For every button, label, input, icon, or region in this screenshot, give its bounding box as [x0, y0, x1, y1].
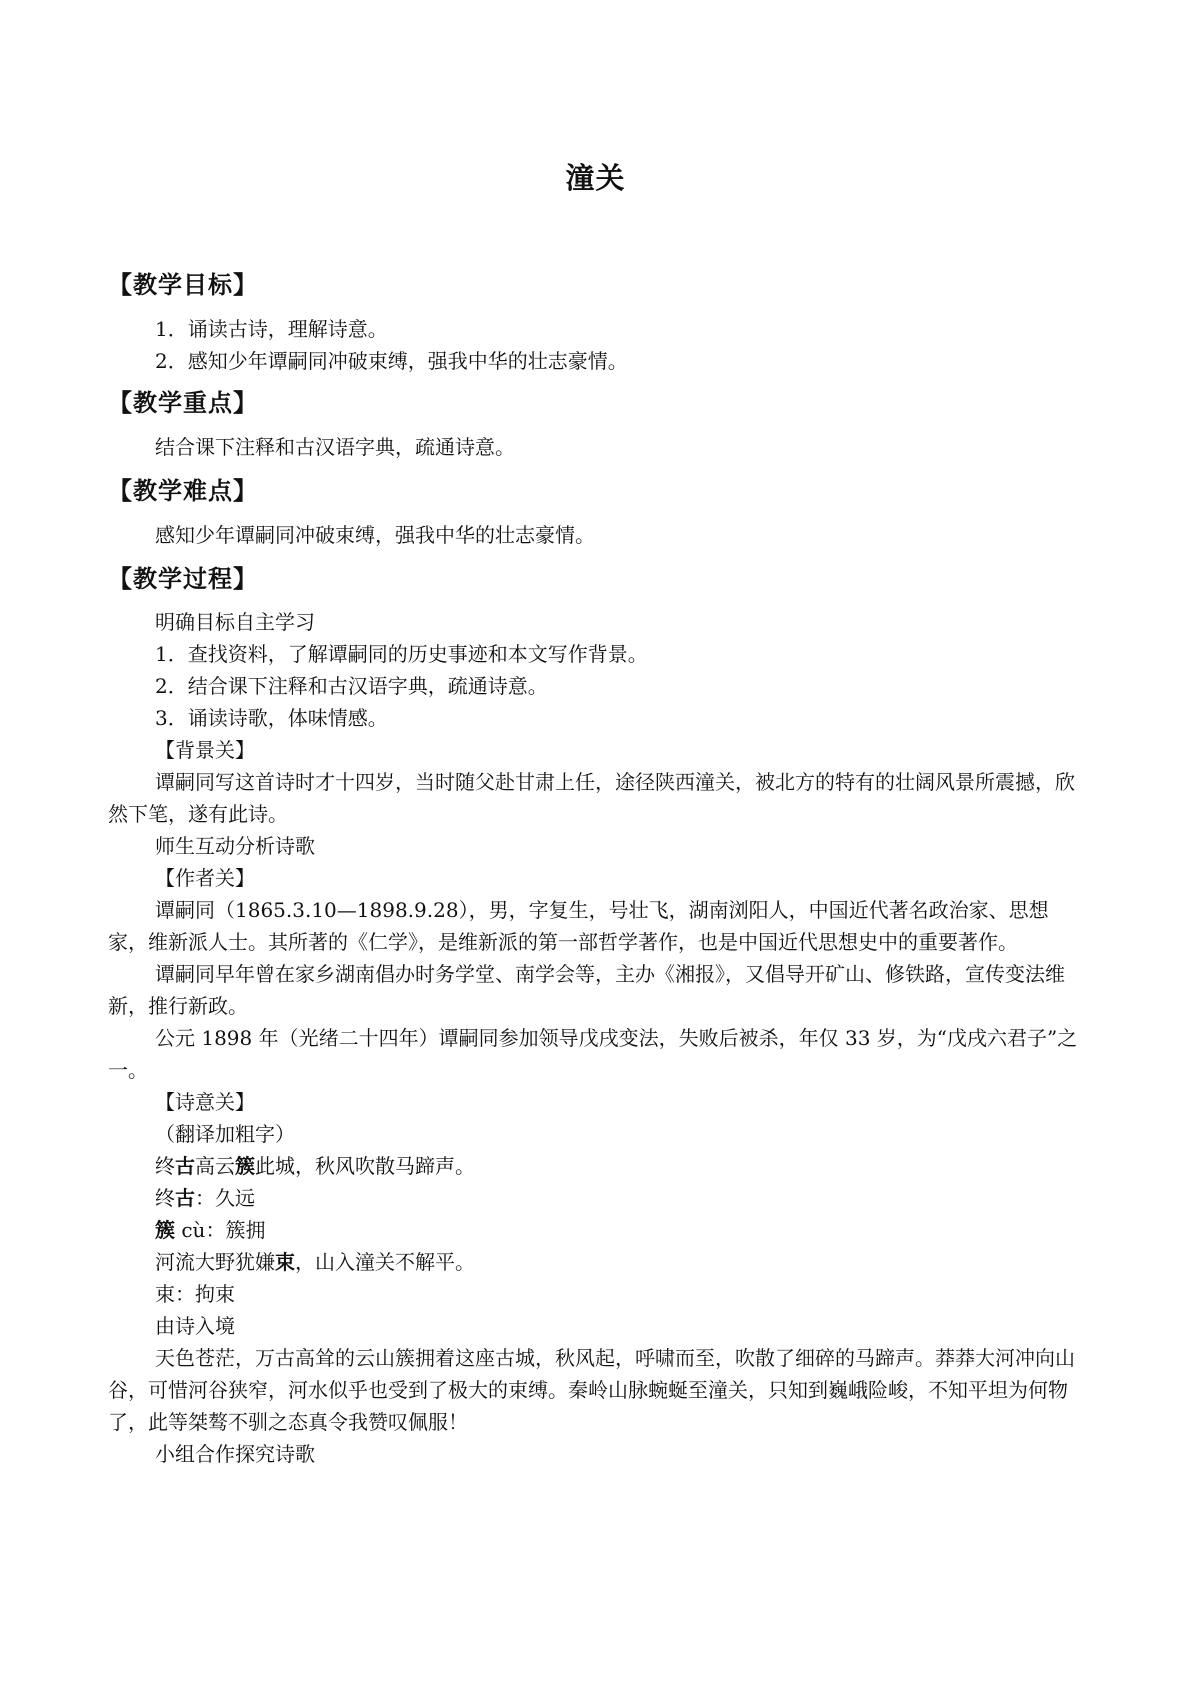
- gloss-item: 终古：久远: [155, 1186, 255, 1210]
- task-item: 2．结合课下注释和古汉语字典，疏通诗意。: [155, 674, 548, 698]
- author-paragraph: 公元 1898 年（光绪二十四年）谭嗣同参加领导戊戌变法，失败后被杀，年仅 33 岁，为“戊戌六君子”之一。: [108, 1026, 1078, 1082]
- gloss-item: 束：拘束: [155, 1282, 235, 1306]
- task-item: 3．诵读诗歌，体味情感。: [155, 706, 388, 730]
- background-heading: 【背景关】: [155, 738, 255, 762]
- key-points-block: [108, 431, 1084, 463]
- step-title: 由诗入境: [155, 1314, 235, 1338]
- step-title: 明确目标自主学习: [155, 610, 315, 634]
- goal-item: 2．感知少年谭嗣同冲破束缚，强我中华的壮志豪情。: [155, 349, 628, 373]
- step-title: 师生互动分析诗歌: [155, 834, 315, 858]
- goals-list: [108, 313, 1084, 377]
- goal-item: 1．诵读古诗，理解诗意。: [155, 317, 388, 341]
- task-item: 1．查找资料，了解谭嗣同的历史事迹和本文写作背景。: [155, 642, 648, 666]
- author-paragraph: 谭嗣同（1865.3.10—1898.9.28），男，字复生，号壮飞，湖南浏阳人，中国近代著名政治家、思想家，维新派人士。其所著的《仁学》，是维新派的第一部哲学著作，也是中国近代思想史中的重要著作。: [108, 898, 1049, 954]
- section-heading-goals: 【教学目标】: [108, 271, 258, 299]
- scene-text: 天色苍茫，万古高耸的云山簇拥着这座古城，秋风起，呼啸而至，吹散了细碎的马蹄声。莽莽大河冲向山谷，可惜河谷狭窄，河水似乎也受到了极大的束缚。秦岭山脉蜿蜒至潼关，只知到巍峨险峻，不知平坦为何物了，此等桀骜不驯之态真令我赞叹佩服！: [108, 1346, 1075, 1434]
- author-heading: 【作者关】: [155, 866, 255, 890]
- author-paragraph: 谭嗣同早年曾在家乡湖南倡办时务学堂、南学会等，主办《湘报》，又倡导开矿山、修铁路，宣传变法维新，推行新政。: [108, 962, 1065, 1018]
- key-points-text: 结合课下注释和古汉语字典，疏通诗意。: [155, 435, 515, 459]
- difficulties-block: [108, 519, 1084, 551]
- meaning-note: （翻译加粗字）: [155, 1122, 295, 1146]
- process-block: [108, 606, 1084, 1470]
- step-title: 小组合作探究诗歌: [155, 1442, 315, 1466]
- meaning-heading: 【诗意关】: [155, 1090, 255, 1114]
- poem-line: 河流大野犹嫌束，山入潼关不解平。: [155, 1250, 475, 1274]
- section-heading-difficulties: 【教学难点】: [108, 477, 258, 505]
- background-text: 谭嗣同写这首诗时才十四岁，当时随父赴甘肃上任，途径陕西潼关，被北方的特有的壮阔风景所震撼，欣然下笔，遂有此诗。: [108, 770, 1075, 826]
- gloss-item: 簇 cù：簇拥: [155, 1218, 266, 1242]
- poem-line: 终古高云簇此城，秋风吹散马蹄声。: [155, 1154, 475, 1178]
- section-heading-process: 【教学过程】: [108, 565, 258, 593]
- difficulties-text: 感知少年谭嗣同冲破束缚，强我中华的壮志豪情。: [155, 523, 595, 547]
- page-title: 潼关: [565, 161, 626, 195]
- section-heading-key-points: 【教学重点】: [108, 389, 258, 417]
